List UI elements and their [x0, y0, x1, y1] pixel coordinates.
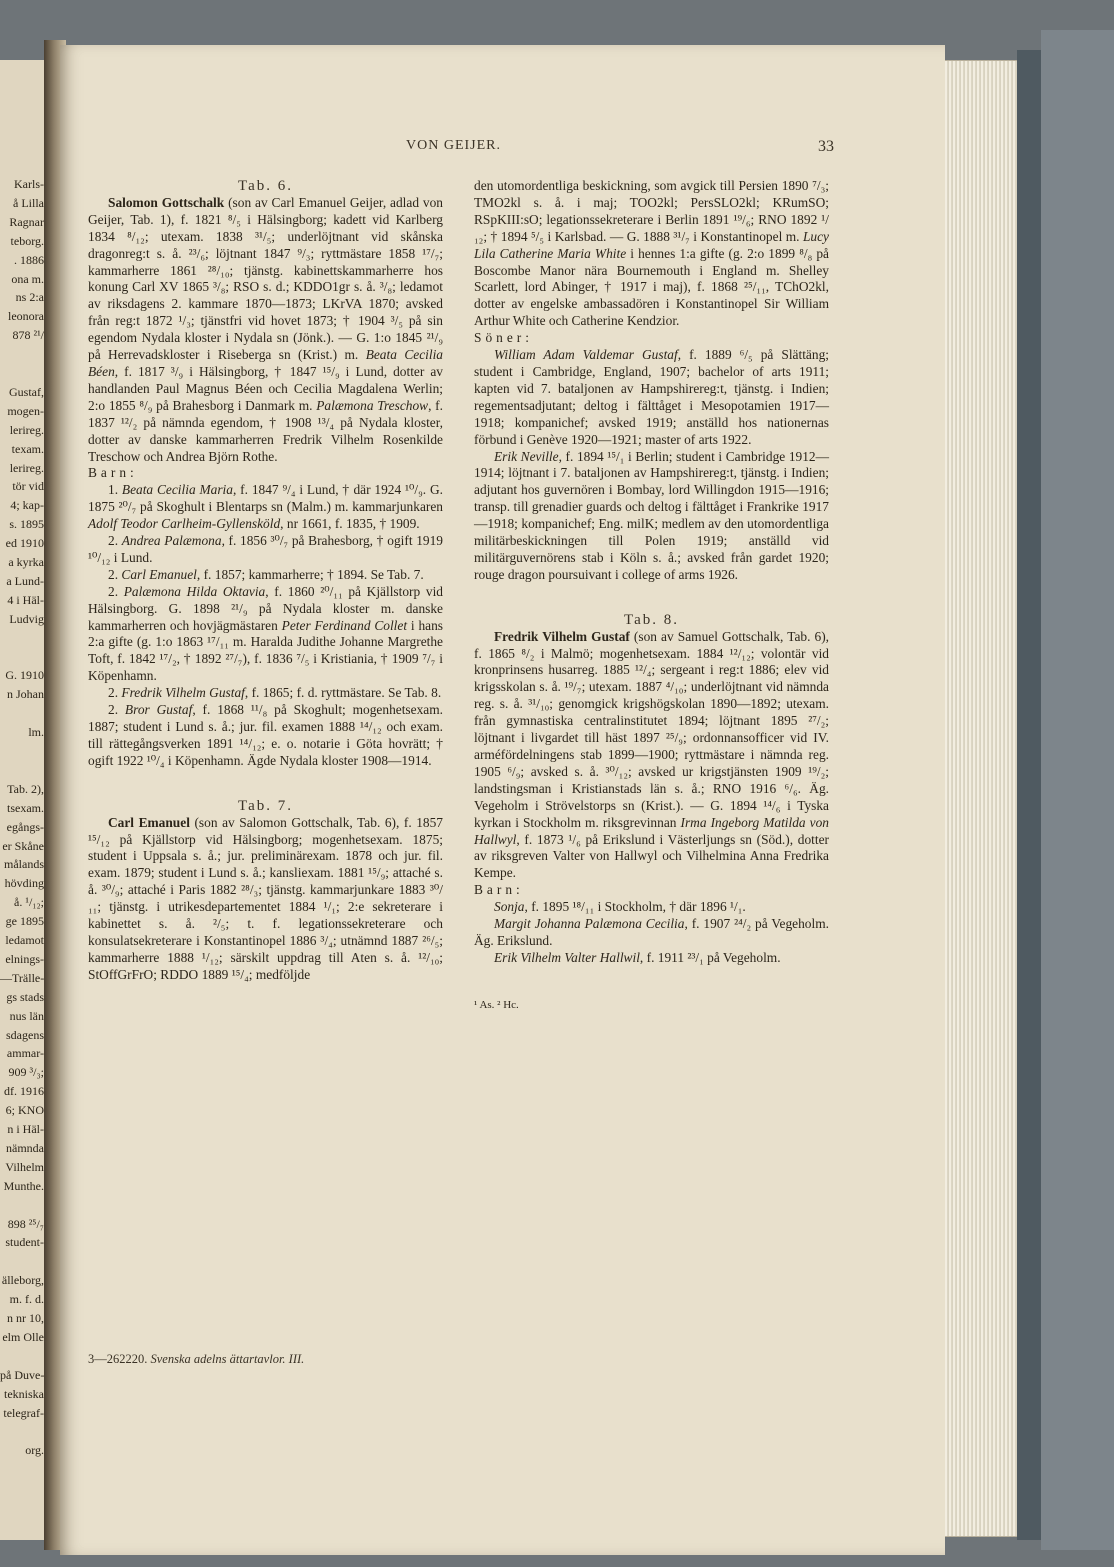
left-page-fragment: teborg.: [10, 234, 44, 248]
left-page-edge: [0, 60, 46, 1540]
entry-text: , nr 1661, f. 1835, † 1909.: [280, 516, 420, 532]
left-page-fragment: student-: [5, 1236, 44, 1250]
cover-board: [1041, 30, 1114, 1550]
name-italic: Palæmona Hilda Oktavia: [123, 583, 266, 599]
left-page-fragment: a kyrka: [8, 556, 44, 569]
left-page-fragment: texam.: [11, 442, 44, 456]
left-page-fragment: elnings-: [5, 952, 44, 966]
children-heading: Barn:: [88, 465, 138, 481]
running-head-title: VON GEIJER.: [406, 138, 501, 153]
entry-text: (son av Samuel Gottschalk, Tab. 6), f. 1865 ⁸/₂ i Malmö; mogenhetsexam. 1884 ¹²/₁₂; volontär vid kronprinsens husarreg. 1885 ¹²/₄; sergeant i reg:t 1886; elev vid krigsskolan s. å. ¹⁹/₇; utexam. 1887 ⁴/₁₀; underlöjtnant vid nämnda reg. s. å. ³¹/₁₀; genomgick krigshögskolan 1890—1892; utexam. från gymnastiska centralinstitutet 1894; löjtnant 1895 ²⁷/₂; löjtnant i livgardet till häst 1897 ²⁵/₉; ordonnansofficer vid IV. arméfördelningens stab 1899—1900; ryttmästare i nämnda reg. 1905 ⁶/₉; avsked s. å. ³⁰/₁₂; avsked ur krigstjänsten 1909 ¹⁹/₂; landstingsman i Kristianstads län s. å.; RNO 1916 ⁶/₆. Äg. Vegeholm i Strövelstorps sn (Krist.). — G. 1894 ¹⁴/₆ i Tyska kyrkan i Stockholm m. riksgrevinnan: [474, 628, 829, 830]
person-name: Salomon Gottschalk: [108, 194, 225, 210]
genealogy-entry: [88, 195, 443, 466]
genealogy-entry: [88, 815, 443, 984]
name-italic: Beata Cecilia Béen: [88, 347, 444, 379]
left-page-fragment: tsexam.: [7, 801, 44, 815]
table-heading: Tab. 8.: [623, 611, 680, 628]
left-column: [88, 178, 443, 984]
left-page-fragment: er Skåne: [2, 839, 44, 853]
left-page-fragment: 878 ²¹/: [12, 329, 44, 343]
right-column: [474, 178, 829, 1014]
cover-edge: [1017, 50, 1041, 1540]
entry-text: , f. 1907 ²⁴/₂ på Vegeholm. Äg. Erikslund.: [474, 916, 829, 948]
table-heading: Tab. 6.: [237, 178, 294, 194]
name-italic: Sonja: [494, 899, 525, 915]
left-page-fragment: ona m.: [11, 272, 44, 286]
name-italic: Margit Johanna Palæmona Cecilia: [494, 916, 685, 932]
name-italic: Peter Ferdinand Collet: [281, 617, 408, 633]
left-page-fragment: Tab. 2),: [7, 782, 44, 796]
left-page-fragment: ammar-: [6, 1047, 44, 1061]
name-italic: Bror Gustaf: [124, 702, 193, 718]
entry-text: , f. 1856 ³⁰/₇ på Brahesborg, † ogift 1919 ¹⁰/₁₂ i Lund.: [88, 533, 444, 565]
name-italic: Erik Neville: [494, 448, 559, 464]
left-page-fragment: 6; KNO: [5, 1104, 44, 1118]
printer-signature: 3—262220.: [88, 1352, 148, 1366]
left-page-fragment: telegraf-: [3, 1406, 44, 1420]
entry-text: (son av Carl Emanuel Geijer, adlad von Geijer, Tab. 1), f. 1821 ⁸/₅ i Hälsingborg; kadett vid Karlberg 1834 ⁸/₁₂; utexam. 1838 ³¹/₅; underlöjtnant vid skånska dragonreg:t s. å. ²³/₆; löjtnant 1847 ⁹/₃; ryttmästare 1858 ¹⁷/₇; kammarherre 1861 ²⁸/₁₀; tjänstg. kabinettskammarherre hos konung Carl XV 1865 ³/₈; RSO s. d.; KDDO1gr s. å. ³/₈; ledamot av riksdagens 2. kammare 1870—1873; LKrVA 1870; avsked från reg:t 1872 ¹/₃; tjänstfri vid hovet 1873; † 1904 ³/₅ på sin egendom Nydala kloster i Nydala sn (Jönk.). — G. 1:o 1845 ²¹/₉ på Herrevadskloster i Riseberga sn (Krist.) m.: [88, 194, 443, 363]
genealogy-entry: [474, 178, 829, 330]
genealogy-entry: [474, 347, 829, 448]
left-page-fragment: ge 1895: [5, 915, 44, 929]
genealogy-entry: [474, 629, 829, 883]
left-page-fragment: å. ¹/₁₂;: [14, 896, 44, 910]
entry-text: i hans 2:a gifte (g. 1:o 1863 ¹⁷/₁₁ m. Haralda Judithe Johanne Margrethe Toft, f. 1842 ¹⁷/₂, † 1892 ²⁷/₇), f. 1836 ⁷/₅ i Kristiania, † 1909 ⁷/₇ i Köpenhamn.: [88, 617, 443, 684]
left-page-fragment: gs stads: [6, 990, 44, 1004]
left-page-fragment: n Johan: [7, 688, 44, 702]
left-page-fragment: på Duve-: [0, 1368, 44, 1382]
left-page-fragment: lm.: [28, 726, 44, 740]
left-page-fragment: 898 ²⁵/₇: [7, 1217, 44, 1231]
left-page-fragment: ed 1910: [5, 537, 44, 551]
left-page-fragment: Karls-: [14, 178, 44, 191]
name-italic: Carl Emanuel: [121, 566, 197, 582]
name-italic: William Adam Valdemar Gustaf: [494, 347, 678, 363]
entry-text: , f. 1895 ¹⁸/₁₁ i Stockholm, † där 1896 ¹/₁.: [524, 899, 746, 915]
children-heading: Söner:: [474, 330, 533, 346]
left-page-fragment: n nr 10,: [7, 1312, 44, 1325]
genealogy-entry: [88, 702, 443, 770]
children-heading: Barn:: [474, 882, 524, 898]
left-page-fragment: . 1886: [14, 253, 44, 267]
left-page-fragment: n i Häl-: [7, 1123, 44, 1136]
genealogy-entry: [88, 567, 443, 584]
left-page-fragment: G. 1910: [5, 669, 44, 683]
genealogy-entry: [88, 482, 443, 533]
left-page-fragment: 909 ³/₃;: [8, 1066, 44, 1080]
left-page-fragment: Gustaf,: [9, 385, 44, 399]
genealogy-entry: [88, 584, 443, 685]
left-page-fragment: a Lund-: [6, 574, 44, 588]
name-italic: Lucy Lila Catherine Maria White: [474, 228, 829, 261]
left-page-fragment: älleborg,: [1, 1274, 44, 1288]
left-page-fragment: 4; kap-: [10, 499, 44, 513]
left-page-fragment: 4 i Häl-: [7, 593, 44, 607]
genealogy-entry: [474, 916, 829, 950]
left-page-fragment: nämnda: [6, 1141, 44, 1155]
left-page-fragment: å Lilla: [13, 196, 44, 210]
entry-text: 2.: [108, 533, 122, 549]
entry-text: , f. 1889 ⁶/₅ på Slättäng; student i Cambridge, England, 1907; bachelor of arts 1911; kapten vid 7. bataljonen av Hampshirereg:t, tjänstg. i Indien; regementsadjutant; deltog i fälttåget i Mesopotamien 1917—1918; kompanichef; avsked 1919; anställd hos nationernas förbund i Genève 1920—1921; master of arts 1922.: [474, 347, 829, 447]
left-page-fragment: lerireg.: [9, 461, 44, 475]
name-italic: Irma Ingeborg Matilda von Hallwyl: [474, 814, 829, 847]
entry-text: , f. 1817 ³/₉ i Hälsingborg, † 1847 ¹⁵/₉ i Lund, dotter av handlanden Paul Magnus Béen och Cecilia Magdalena Werlin; 2:o 1855 ⁸/₉ på Brahesborg i Danmark m.: [88, 363, 443, 413]
left-page-fragment: Ragnar: [9, 215, 44, 229]
left-page-fragment: tör vid: [12, 480, 44, 494]
page-edges: [945, 60, 1017, 1537]
entry-text: , f. 1868 ¹¹/₈ på Skoghult; mogenhetsexam. 1887; student i Lund s. å.; jur. fil. examen 1888 ¹⁴/₁₂ och exam. till rättegångsverken 1891 ¹⁴/₁₂; e. o. notarie i Göta hovrätt; † ogift 1922 ¹⁰/₄ i Köpenhamn. Ägde Nydala kloster 1908—1914.: [88, 702, 443, 768]
left-page-fragment: hövding: [4, 877, 44, 891]
left-page-fragment: Munthe.: [3, 1179, 44, 1193]
left-page-fragment: tekniska: [4, 1387, 44, 1401]
entry-text: i hennes 1:a gifte (g. 2:o 1899 ⁸/₈ på Boscombe Manor nära Bournemouth i England m. Shelley Scarlett, lord Abinger, † 1917 i maj), f. 1868 ²⁵/₁₁, TChO2kl, dotter av engelske ambassadören i Konstantinopel Sir William Arthur White och Catherine Kendzior.: [474, 245, 829, 329]
name-italic: Fredrik Vilhelm Gustaf: [121, 685, 245, 701]
entry-text: (son av Salomon Gottschalk, Tab. 6), f. 1857 ¹⁵/₁₂ på Kjällstorp vid Hälsingborg; mogenhetsexam. 1875; student i Uppsala s. å.; jur. preliminärexam. 1878 och jur. fil. exam. 1879; student i Lund s. å.; kansliexam. 1881 ¹⁵/₉; attaché s. å. ³⁰/₉; attaché i Paris 1882 ²⁸/₃; tjänstg. kammarjunkare 1883 ³⁰/₁₁; tjänstg. i utrikesdepartementet 1884 ¹/₁; 2:e sekreterare i kabinettet s. å. ²/₅; t. f. legationssekreterare och konsulatsekreterare i Konstantinopel 1886 ³/₄; utnämnd 1887 ²⁶/₅; kammarherre 1888 ¹/₁₂; särskilt uppdrag till Aten s. å. ¹²/₁₀; StOffGrFrO; RDDO 1889 ¹⁵/₄; medföljde: [88, 814, 443, 982]
entry-text: , f. 1857; kammarherre; † 1894. Se Tab. 7.: [196, 566, 424, 582]
genealogy-entry: [474, 899, 829, 916]
left-page-fragment: —Trälle-: [0, 971, 44, 985]
genealogy-entry: [88, 533, 443, 567]
entry-text: 2.: [108, 566, 122, 582]
left-page-fragment: egångs-: [6, 820, 44, 834]
genealogy-entry: [474, 449, 829, 584]
left-page-fragment: org.: [25, 1444, 44, 1458]
table-heading: Tab. 7.: [237, 797, 294, 814]
entry-text: 2.: [108, 583, 124, 599]
name-italic: Andrea Palæmona: [121, 533, 222, 549]
page-number: 33: [818, 138, 834, 155]
entry-text: , f. 1865; f. d. ryttmästare. Se Tab. 8.: [244, 685, 442, 701]
left-page-fragment: m. f. d.: [9, 1293, 44, 1307]
entry-text: , f. 1860 ²⁰/₁₁ på Kjällstorp vid Hälsingborg. G. 1898 ²¹/₉ på Nydala kloster m. danske kammarherren och hovjägmästaren: [88, 583, 443, 633]
genealogy-entry: [474, 950, 829, 967]
entry-text: , f. 1873 ¹/₆ på Erikslund i Västerljungs sn (Söd.), dotter av riksgreven Valter von Hallwyl och Vilhelmina Anna Fredrika Kempe.: [474, 831, 829, 881]
left-page-fragment: df. 1916: [4, 1085, 44, 1099]
footnotes: ¹ As. ² Hc.: [474, 998, 519, 1011]
entry-text: , f. 1911 ²³/₁ på Vegeholm.: [639, 949, 781, 965]
entry-text: 2.: [108, 702, 125, 718]
entry-text: 2.: [108, 685, 122, 701]
entry-text: , f. 1847 ⁹/₄ i Lund, † där 1924 ¹⁰/₉. G. 1875 ²⁰/₇ på Skoghult i Blentarps sn (Malm.) m. kammarjunkaren: [88, 482, 443, 515]
person-name: Fredrik Vilhelm Gustaf: [494, 628, 630, 644]
name-italic: Beata Cecilia Maria: [121, 482, 233, 498]
left-page-fragment: s. 1895: [9, 518, 44, 532]
left-page-fragment: Ludvig: [9, 612, 44, 626]
left-page-fragment: sdagens: [6, 1028, 44, 1042]
genealogy-entry: [88, 685, 443, 702]
left-page-fragment: lerireg.: [9, 423, 44, 437]
left-page-fragment: Vilhelm: [5, 1160, 44, 1174]
left-page-fragment: mogen-: [7, 404, 44, 418]
left-page-fragment: ns 2:a: [15, 291, 44, 305]
entry-text: , f. 1894 ¹⁵/₁ i Berlin; student i Cambridge 1912—1914; löjtnant i 7. bataljonen av Hampshirereg:t, tjänstg. i Indien; adjutant hos guvernören i Bombay, lord Willingdon 1915—1916; transp. till grenadier guards och deltog i fälttåget i Frankrike 1917—1918; kompanichef; Eng. milK; medlem av den utomordentliga militärbeskickningen till Polen 1919; anställd vid militärguvernörens stab i Köln s. å.; avsked från gardet 1920; rouge dragon poursuivant i college of arms 1926.: [474, 448, 830, 582]
name-italic: Palæmona Treschow: [316, 397, 429, 413]
page-footer: [88, 1352, 304, 1367]
person-name: Carl Emanuel: [108, 814, 190, 830]
left-page-fragment: leonora: [8, 310, 44, 324]
book-title: Svenska adelns ättartavlor. III.: [150, 1352, 305, 1366]
left-page-fragment: ledamot: [5, 934, 44, 947]
entry-text: , f. 1837 ¹²/₂ på nämnda egendom, † 1908 ¹³/₄ på Nydala kloster, dotter av danske kammarherren Fredrik Vilhelm Rosenkilde Treschow och Andrea Björn Rothe.: [88, 397, 443, 464]
entry-text: 1.: [108, 482, 122, 498]
left-page-fragment: elm Olle: [2, 1330, 44, 1344]
name-italic: Adolf Teodor Carlheim-Gyllensköld: [88, 516, 281, 532]
name-italic: Erik Vilhelm Valter Hallwil: [494, 949, 640, 965]
entry-text: den utomordentliga beskickning, som avgick till Persien 1890 ⁷/₃; TMO2kl s. å. i maj; TOO2kl; PersSLO2kl; KRumSO; RSpKIII:sO; legationssekreterare i Berlin 1891 ¹⁹/₆; RNO 1892 ¹/₁₂; † 1894 ⁵/₅ i Karlsbad. — G. 1888 ³¹/₇ i Konstantinopel m.: [474, 178, 829, 244]
left-page-fragment: målands: [4, 858, 44, 872]
left-page-fragment: nus län: [9, 1009, 44, 1023]
